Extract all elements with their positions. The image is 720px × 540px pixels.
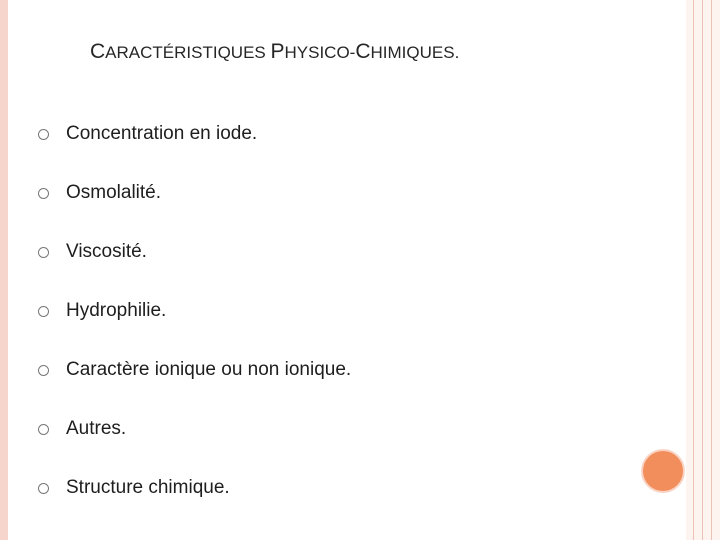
orange-circle-decoration [641, 449, 685, 493]
bullet-list [38, 121, 351, 534]
hollow-circle-bullet-icon [38, 306, 49, 317]
bullet-item [38, 357, 351, 416]
right-border-band [686, 0, 720, 540]
bullet-item [38, 298, 351, 357]
hollow-circle-bullet-icon [38, 365, 49, 376]
hollow-circle-bullet-icon [38, 188, 49, 199]
hollow-circle-bullet-icon [38, 424, 49, 435]
bullet-text: Autres. [66, 418, 127, 439]
bullet-item [38, 121, 351, 180]
hollow-circle-bullet-icon [38, 129, 49, 140]
bullet-item [38, 416, 351, 475]
bullet-text: Osmolalité. [66, 182, 162, 203]
bullet-item [38, 475, 351, 534]
bullet-text: Concentration en iode. [66, 123, 258, 144]
bullet-item [38, 239, 351, 298]
hollow-circle-bullet-icon [38, 483, 49, 494]
left-border-decoration [0, 0, 8, 540]
bullet-text: Viscosité. [66, 241, 147, 262]
right-border-line [693, 0, 694, 540]
slide-title: CARACTÉRISTIQUES PHYSICO-CHIMIQUES. [90, 40, 460, 63]
bullet-item [38, 180, 351, 239]
hollow-circle-bullet-icon [38, 247, 49, 258]
bullet-text: Structure chimique. [66, 477, 230, 498]
bullet-text: Caractère ionique ou non ionique. [66, 359, 352, 380]
right-border-line [711, 0, 712, 540]
right-border-line [702, 0, 703, 540]
bullet-text: Hydrophilie. [66, 300, 167, 321]
